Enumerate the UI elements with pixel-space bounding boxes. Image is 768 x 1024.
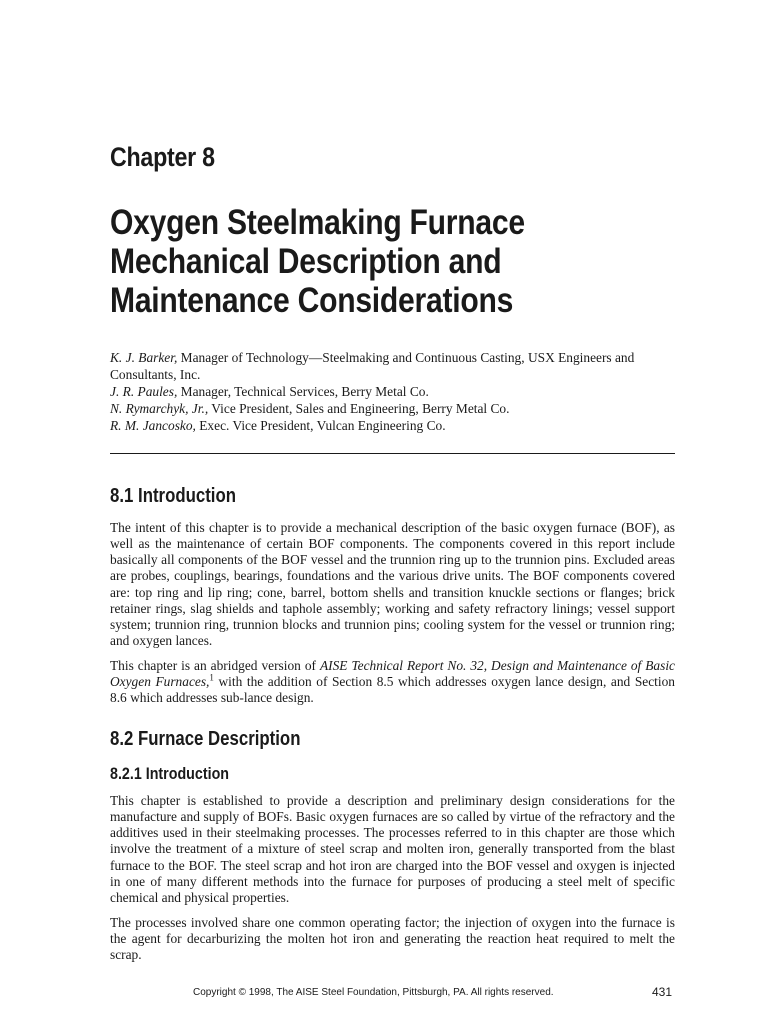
chapter-label: Chapter 8 [110,142,215,172]
author-name: N. Rymarchyk, Jr., [110,401,209,416]
paragraph-text: This chapter is an abridged version of [110,658,320,673]
chapter-title-line: Maintenance Considerations [110,281,514,320]
author-name: J. R. Paules, [110,384,178,399]
page-number: 431 [652,985,673,999]
paragraph-text: with the addition of Section 8.5 which addresses oxygen lance design, and Section 8.6 which addresses sub-lance design. [110,674,675,706]
section-heading-8-2: 8.2 Furnace Description [110,728,301,750]
chapter-title-line: Mechanical Description and [110,242,502,281]
footnote-marker: 1 [209,672,214,683]
paragraph-8-2-1-description: This chapter is established to provide a description and preliminary design considerations for the manufacture and supply of BOFs. Basic oxygen furnaces are so called by virtue of the refractory and the additives used in their steelmaking processes. The processes referred to in this chapter are those which involve the treatment of a mixture of steel scrap and molten iron, generally transported from the blast furnace to the BOF. The steel scrap and hot iron are charged into the BOF vessel and oxygen is injected in one of many different methods into the furnace for purposes of producing a steel melt of specific chemical and physical properties. [110,793,675,905]
author-role: Manager, Technical Services, Berry Metal Co. [177,384,429,399]
paragraph-8-2-1-processes: The processes involved share one common operating factor; the injection of oxygen into the furnace is the agent for decarburizing the molten hot iron and generating the reaction heat required to melt the scrap. [110,915,675,963]
chapter-title-line: Oxygen Steelmaking Furnace [110,203,525,242]
subsection-heading-8-2-1: 8.2.1 Introduction [110,764,230,783]
author-role: Vice President, Sales and Engineering, Berry Metal Co. [208,401,510,416]
section-heading-8-1: 8.1 Introduction [110,485,236,507]
footer-copyright: Copyright © 1998, The AISE Steel Foundation, Pittsburgh, PA. All rights reserved. [193,987,554,998]
author-line [110,349,675,383]
author-line [110,417,675,434]
report-reference: AISE Technical Report No. 32, Design and Maintenance of Basic Oxygen Furnaces, [110,658,675,690]
chapter-title [110,203,660,320]
author-name: R. M. Jancosko, [110,418,196,433]
author-line [110,383,675,400]
author-role: Manager of Technology—Steelmaking and Continuous Casting, USX Engineers and Consultants, Inc. [110,350,635,382]
paragraph-8-1-abridged [110,658,675,706]
header-divider [110,453,675,454]
author-role: Exec. Vice President, Vulcan Engineering Co. [195,418,446,433]
author-name: K. J. Barker, [110,350,178,365]
paragraph-8-1-intent: The intent of this chapter is to provide a mechanical description of the basic oxygen furnace (BOF), as well as the maintenance of certain BOF components. The components covered in this report include basically all components of the BOF vessel and the trunnion ring up to the trunnion pins. Excluded areas are probes, couplings, bearings, foundations and the various drive units. The BOF components covered are: top ring and lip ring; cone, barrel, bottom shells and transition knuckle sections or flanges; brick retainer rings, slag shields and taphole assembly; working and safety refractory linings; vessel support system; trunnion ring, trunnion blocks and trunnion pins; cooling system for the vessel or trunnion ring; and oxygen lances. [110,520,675,649]
author-line [110,400,675,417]
author-list [110,349,675,434]
